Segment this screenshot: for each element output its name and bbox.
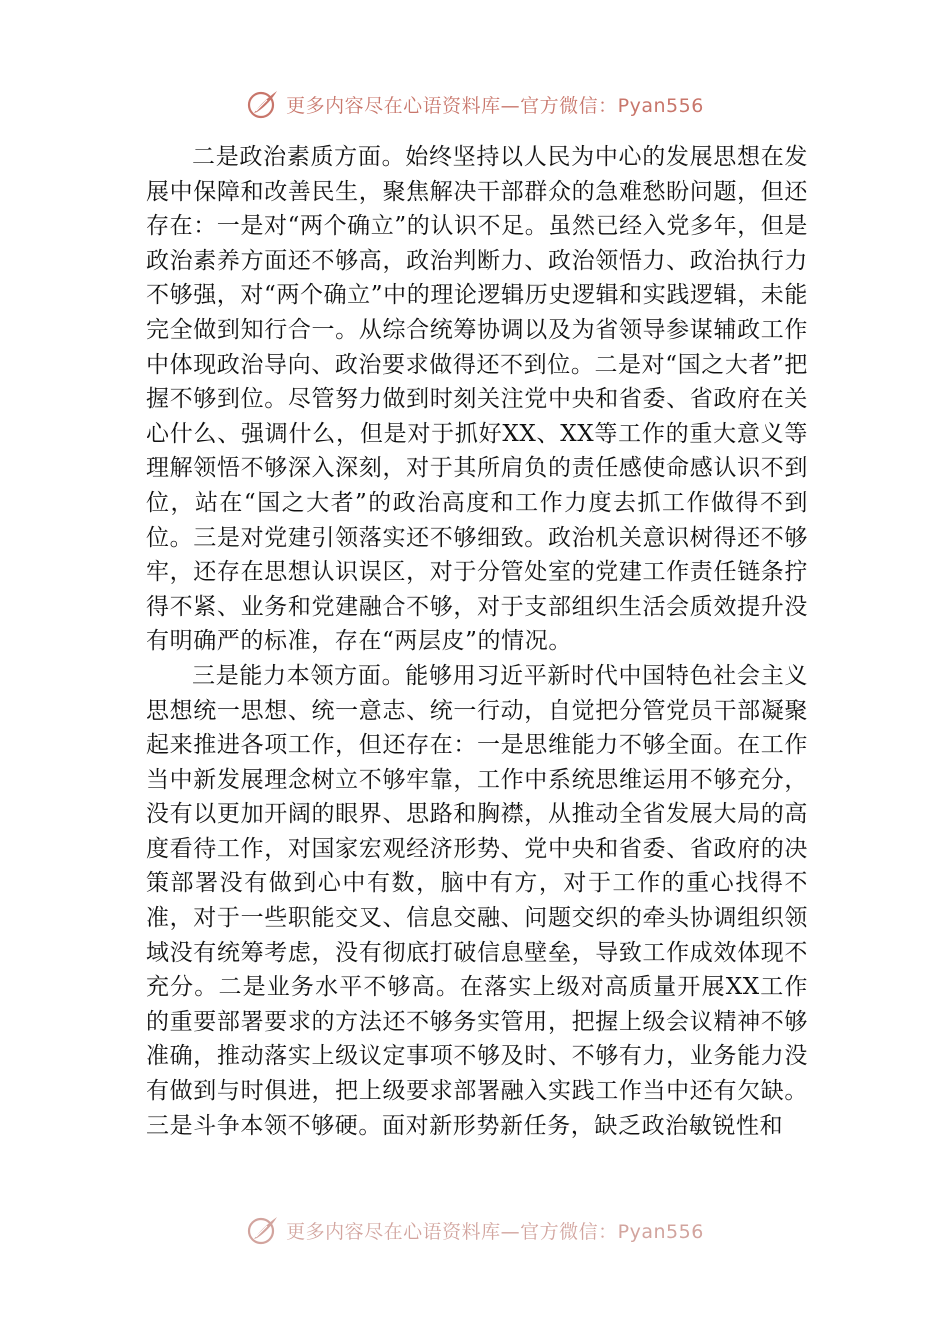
quill-logo-icon	[246, 87, 280, 121]
quill-logo-icon	[246, 1213, 280, 1247]
paragraph-ability: 三是能力本领方面。能够用习近平新时代中国特色社会主义思想统一思想、统一意志、统一行动，自觉把分管党员干部凝聚起来推进各项工作，但还存在：一是思维能力不够全面。在工作当中新发展理念树立不够牢靠，工作中系统思维运用不够充分，没有以更加开阔的眼界、思路和胸襟，从推动全省发展大局的高度看待工作，对国家宏观经济形势、党中央和省委、省政府的决策部署没有做到心中有数，脑中有方，对于工作的重心找得不准，对于一些职能交叉、信息交融、问题交织的牵头协调组织领域没有统筹考虑，没有彻底打破信息壁垒，导致工作成效体现不充分。二是业务水平不够高。在落实上级对高质量开展XX工作的重要部署要求的方法还不够务实管用，把握上级会议精神不够准确，推动落实上级议定事项不够及时、不够有力，业务能力没有做到与时俱进，把上级要求部署融入实践工作当中还有欠缺。三是斗争本领不够硬。面对新形势新任务，缺乏政治敏锐性和	[146, 662, 808, 1139]
watermark-text: 更多内容尽在心语资料库—官方微信：Pyan556	[286, 94, 704, 117]
paragraph-political-quality: 二是政治素质方面。始终坚持以人民为中心的发展思想在发展中保障和改善民生，聚焦解决干部群众的急难愁盼问题，但还存在：一是对“两个确立”的认识不足。虽然已经入党多年，但是政治素养方面还不够高，政治判断力、政治领悟力、政治执行力不够强，对“两个确立”中的理论逻辑历史逻辑和实践逻辑，未能完全做到知行合一。从综合统筹协调以及为省领导参谋辅政工作中体现政治导向、政治要求做得还不到位。二是对“国之大者”把握不够到位。尽管努力做到时刻关注党中央和省委、省政府在关心什么、强调什么，但是对于抓好XX、XX等工作的重大意义等理解领悟不够深入深刻，对于其所肩负的责任感使命感认识不到位，站在“国之大者”的政治高度和工作力度去抓工作做得不到位。三是对党建引领落实还不够细致。政治机关意识树得还不够牢，还存在思想认识误区，对于分管处室的党建工作责任链条拧得不紧、业务和党建融合不够，对于支部组织生活会质效提升没有明确严的标准，存在“两层皮”的情况。	[146, 144, 808, 655]
watermark-text: 更多内容尽在心语资料库—官方微信：Pyan556	[286, 1220, 704, 1243]
document-body	[146, 140, 808, 1143]
header-watermark	[0, 84, 950, 124]
footer-watermark	[0, 1210, 950, 1250]
